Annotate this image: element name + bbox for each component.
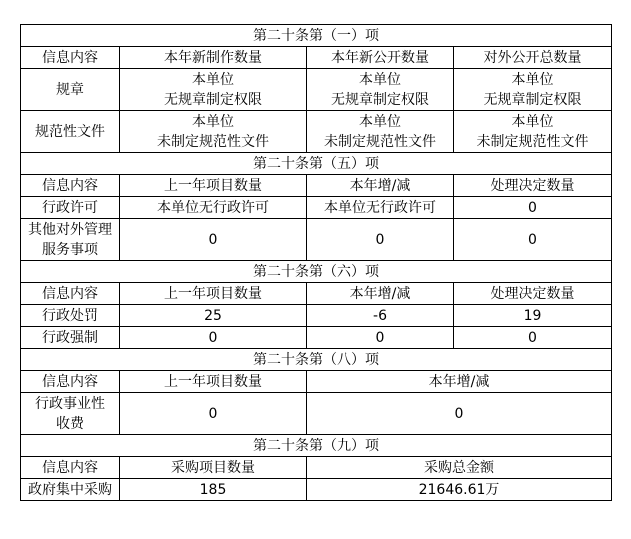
cell-line: 本单位 xyxy=(192,71,234,88)
column-header: 信息内容 xyxy=(21,371,120,393)
column-header: 本年新制作数量 xyxy=(120,47,307,69)
label-line: 服务事项 xyxy=(42,241,98,258)
table-cell xyxy=(454,111,612,153)
section-title: 第二十条第（五）项 xyxy=(21,153,612,175)
cell-line: 本单位 xyxy=(192,113,234,130)
table-cell: 0 xyxy=(307,219,454,261)
column-header: 处理决定数量 xyxy=(454,175,612,197)
section-title-row xyxy=(21,261,612,283)
table-cell: 19 xyxy=(454,305,612,327)
table-row xyxy=(21,305,612,327)
table-cell: -6 xyxy=(307,305,454,327)
header-row xyxy=(21,283,612,305)
cell-line: 本单位 xyxy=(511,71,554,88)
section-title: 第二十条第（六）项 xyxy=(21,261,612,283)
table-cell: 0 xyxy=(454,219,612,261)
section-title: 第二十条第（九）项 xyxy=(21,435,612,457)
column-header: 处理决定数量 xyxy=(454,283,612,305)
header-row xyxy=(21,457,612,479)
table-cell: 185 xyxy=(120,479,307,501)
table-cell xyxy=(120,111,307,153)
cell-line: 本单位 xyxy=(359,71,401,88)
column-header: 上一年项目数量 xyxy=(120,283,307,305)
row-label: 行政处罚 xyxy=(21,305,120,327)
table-cell: 0 xyxy=(307,393,612,435)
row-label: 行政强制 xyxy=(21,327,120,349)
cell-line: 本单位 xyxy=(359,113,401,130)
label-line: 行政事业性 xyxy=(35,395,105,412)
table-cell: 本单位无行政许可 xyxy=(120,197,307,219)
cell-line: 未制定规范性文件 xyxy=(476,133,589,150)
table-cell xyxy=(307,111,454,153)
disclosure-table xyxy=(20,24,612,501)
cell-line: 无规章制定权限 xyxy=(164,91,262,108)
table-cell xyxy=(307,69,454,111)
table-cell: 21646.61万 xyxy=(307,479,612,501)
table-cell: 0 xyxy=(120,327,307,349)
cell-line: 未制定规范性文件 xyxy=(157,133,269,150)
cell-line: 无规章制定权限 xyxy=(331,91,429,108)
column-header: 本年新公开数量 xyxy=(307,47,454,69)
column-header: 采购项目数量 xyxy=(120,457,307,479)
section-title: 第二十条第（一）项 xyxy=(21,25,612,47)
table-cell xyxy=(120,69,307,111)
table-row xyxy=(21,111,612,153)
column-header: 对外公开总数量 xyxy=(454,47,612,69)
section-title-row xyxy=(21,153,612,175)
table-row xyxy=(21,327,612,349)
table-row xyxy=(21,393,612,435)
label-line: 收费 xyxy=(56,415,84,432)
section-title: 第二十条第（八）项 xyxy=(21,349,612,371)
row-label: 规章 xyxy=(21,69,120,111)
section-title-row xyxy=(21,349,612,371)
column-header: 本年增/减 xyxy=(307,175,454,197)
label-line: 其他对外管理 xyxy=(28,221,112,238)
row-label: 行政许可 xyxy=(21,197,120,219)
row-label: 政府集中采购 xyxy=(21,479,120,501)
table-cell: 0 xyxy=(120,393,307,435)
row-label xyxy=(21,393,120,435)
header-row xyxy=(21,371,612,393)
table-row xyxy=(21,219,612,261)
column-header: 上一年项目数量 xyxy=(120,175,307,197)
column-header: 信息内容 xyxy=(21,283,120,305)
cell-line: 未制定规范性文件 xyxy=(324,133,436,150)
table-cell: 本单位无行政许可 xyxy=(307,197,454,219)
header-row xyxy=(21,47,612,69)
table-cell: 0 xyxy=(454,327,612,349)
table-cell: 25 xyxy=(120,305,307,327)
column-header: 信息内容 xyxy=(21,457,120,479)
section-title-row xyxy=(21,435,612,457)
table-row xyxy=(21,479,612,501)
column-header: 信息内容 xyxy=(21,175,120,197)
table-row xyxy=(21,69,612,111)
column-header: 采购总金额 xyxy=(307,457,612,479)
row-label xyxy=(21,219,120,261)
cell-line: 本单位 xyxy=(511,113,554,130)
table-cell xyxy=(454,69,612,111)
column-header: 信息内容 xyxy=(21,47,120,69)
header-row xyxy=(21,175,612,197)
table-cell: 0 xyxy=(307,327,454,349)
table-cell: 0 xyxy=(454,197,612,219)
cell-line: 无规章制定权限 xyxy=(483,91,582,108)
column-header: 本年增/减 xyxy=(307,283,454,305)
section-title-row xyxy=(21,25,612,47)
row-label: 规范性文件 xyxy=(21,111,120,153)
table-row xyxy=(21,197,612,219)
column-header: 上一年项目数量 xyxy=(120,371,307,393)
table-cell: 0 xyxy=(120,219,307,261)
column-header: 本年增/减 xyxy=(307,371,612,393)
